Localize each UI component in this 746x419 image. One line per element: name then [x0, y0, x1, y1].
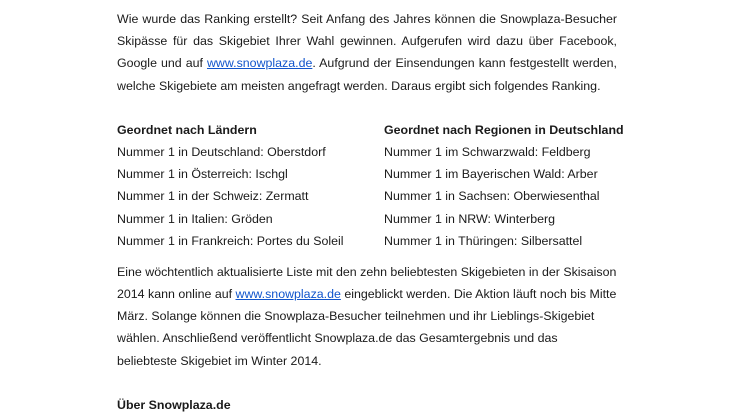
countries-title: Geordnet nach Ländern — [117, 122, 257, 137]
intro-paragraph — [117, 8, 617, 97]
weekly-text-after-link: eingeblickt werden. Die Aktion läuft noch bis Mitte März. Solange können die Snowplaza-Besucher teilnehmen und ihr Lieblings-Skigebiet wählen. Anschließend veröffentlicht Snowplaza.de das Gesamtergebnis und das beliebteste Skigebiet im Winter 2014. — [117, 287, 617, 368]
region-item: Nummer 1 im Bayerischen Wald: Arber — [384, 167, 598, 182]
about-heading: Über Snowplaza.de — [117, 397, 231, 412]
intro-text-before-link: Wie wurde das Ranking erstellt? Seit Anfang des Jahres können die Snowplaza-Besucher Skipässe für das Skigebiet Ihrer Wahl gewinnen. Aufgerufen wird dazu über Facebook, Google und auf — [117, 12, 617, 71]
country-item: Nummer 1 in Frankreich: Portes du Soleil — [117, 233, 344, 248]
snowplaza-link[interactable]: www.snowplaza.de — [206, 56, 313, 71]
countries-column — [117, 119, 344, 252]
region-item: Nummer 1 in Sachsen: Oberwiesenthal — [384, 189, 600, 204]
weekly-list-paragraph — [117, 261, 617, 372]
country-item: Nummer 1 in Deutschland: Oberstdorf — [117, 145, 326, 160]
regions-column — [384, 119, 624, 252]
intro-text-after-link: . Aufgrund der Einsendungen kann festgestellt werden, welche Skigebiete am meisten angefragt werden. Daraus ergibt sich folgendes Ranking. — [117, 56, 617, 93]
country-item: Nummer 1 in der Schweiz: Zermatt — [117, 189, 309, 204]
document-page — [117, 8, 624, 416]
snowplaza-link-2[interactable]: www.snowplaza.de — [235, 287, 341, 302]
country-item: Nummer 1 in Italien: Gröden — [117, 211, 273, 226]
region-item: Nummer 1 in Thüringen: Silbersattel — [384, 233, 583, 248]
region-item: Nummer 1 im Schwarzwald: Feldberg — [384, 145, 591, 160]
weekly-text-before-link: Eine wöchtentlich aktualisierte Liste mit den zehn beliebtesten Skigebieten in der Skisaison 2014 kann online auf — [117, 264, 617, 302]
ranking-columns — [117, 119, 624, 248]
region-item: Nummer 1 in NRW: Winterberg — [384, 211, 555, 226]
country-item: Nummer 1 in Österreich: Ischgl — [117, 167, 288, 182]
regions-title: Geordnet nach Regionen in Deutschland — [384, 122, 624, 137]
